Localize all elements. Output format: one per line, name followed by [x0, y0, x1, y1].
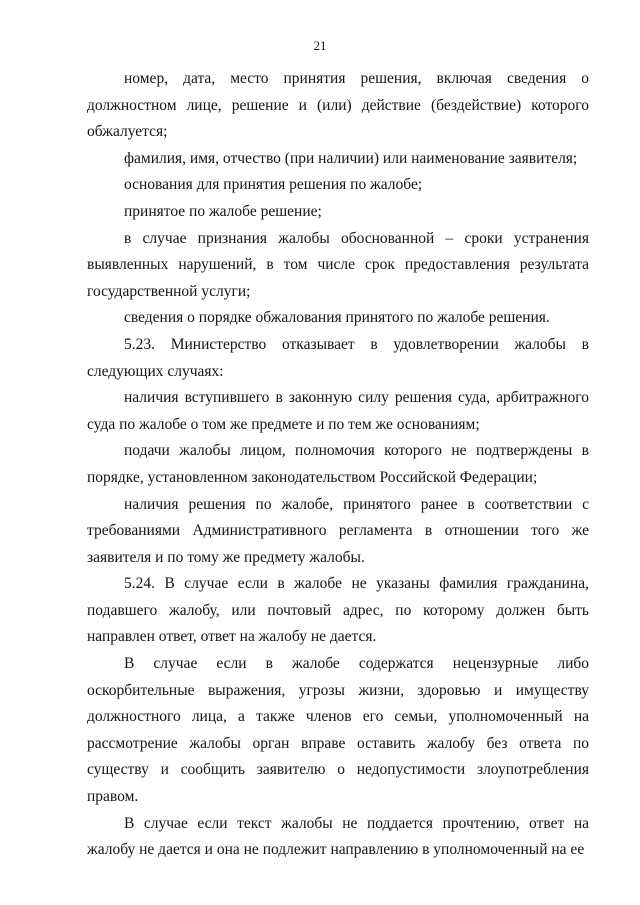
paragraph-unreadable-text: В случае если текст жалобы не поддается прочтению, ответ на жалобу не дается и она не подлежит направлению в уполномоченный на ее — [87, 814, 589, 859]
page-number: 21 — [313, 38, 327, 53]
paragraph-5-24: 5.24. В случае если в жалобе не указаны фамилия гражданина, подавшего жалобу, или почтовый адрес, по которому должен быть направлен ответ, ответ на жалобу не дается. — [87, 575, 589, 646]
paragraph-prior-decision: наличия решения по жалобе, принятого ранее в соответствии с требованиями Административного регламента в отношении того же заявителя и по тому же предмету жалобы. — [87, 495, 589, 566]
paragraph-offensive-language: В случае если в жалобе содержатся нецензурные либо оскорбительные выражения, угрозы жизни, здоровью и имуществу должностного лица, а также членов его семьи, уполномоченный на рассмотрение жалобы орган вправе оставить жалобу без ответа по существу и сообщить заявителю о недопустимости злоупотребления правом. — [87, 655, 589, 806]
paragraph-unauthorized-filer: подачи жалобы лицом, полномочия которого не подтверждены в порядке, установленном законодательством Российской Федерации; — [87, 442, 589, 486]
paragraph-5-23: 5.23. Министерство отказывает в удовлетворении жалобы в следующих случаях: — [87, 335, 589, 380]
paragraph-decision-taken: принятое по жалобе решение; — [124, 202, 322, 220]
paragraph-appeal-procedure: сведения о порядке обжалования принятого по жалобе решения. — [124, 309, 550, 327]
paragraph-decision-grounds: основания для принятия решения по жалобе; — [124, 176, 423, 194]
paragraph-court-decision: наличия вступившего в законную силу решения суда, арбитражного суда по жалобе о том же предмете и по тем же основаниям; — [87, 389, 589, 433]
paragraph-applicant-name: фамилия, имя, отчество (при наличии) или наименование заявителя; — [124, 149, 578, 167]
document-body — [87, 66, 589, 864]
paragraph-decision-details: номер, дата, место принятия решения, включая сведения о должностном лице, решение и (или) действие (бездействие) которого обжалуется; — [87, 70, 589, 141]
paragraph-remediation-terms: в случае признания жалобы обоснованной – сроки устранения выявленных нарушений, в том числе срок предоставления результата государственной услуги; — [87, 229, 589, 300]
